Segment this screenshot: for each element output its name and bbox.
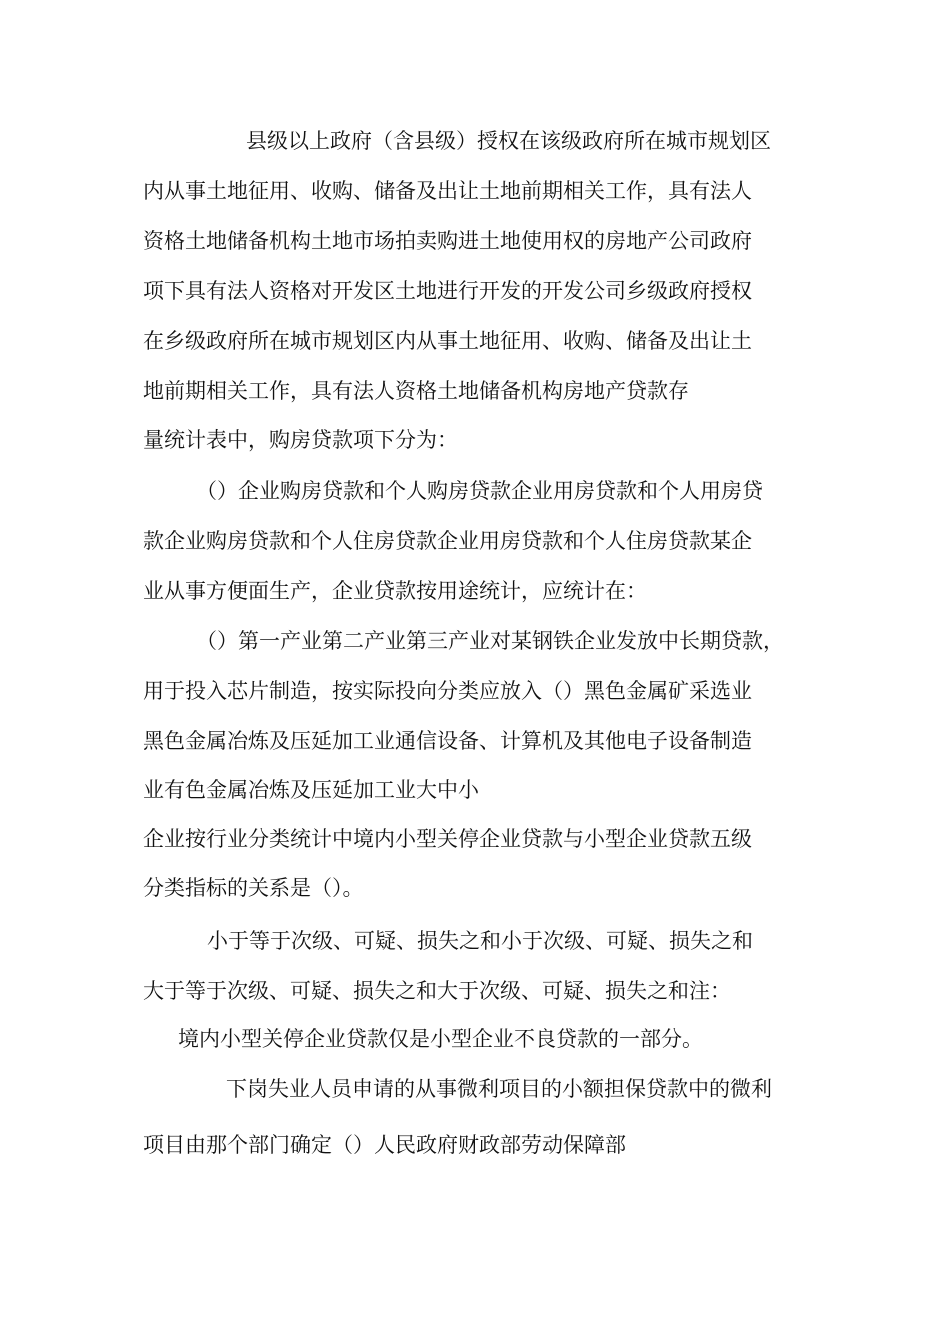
text-line: 业有色金属冶炼及压延加工业大中小 [143, 778, 479, 802]
text-line: 在乡级政府所在城市规划区内从事土地征用、收购、储备及出让土 [143, 329, 752, 353]
text-line: 业从事方便面生产，企业贷款按用途统计，应统计在： [143, 579, 647, 603]
text-line: （）第一产业第二产业第三产业对某钢铁企业发放中长期贷款， [196, 629, 784, 653]
text-line: 款企业购房贷款和个人住房贷款企业用房贷款和个人住房贷款某企 [143, 529, 752, 553]
text-line: 县级以上政府（含县级）授权在该级政府所在城市规划区 [246, 129, 771, 153]
text-line: 企业按行业分类统计中境内小型关停企业贷款与小型企业贷款五级 [143, 827, 752, 851]
text-line: 大于等于次级、可疑、损失之和大于次级、可疑、损失之和注： [143, 979, 731, 1003]
text-line: 境内小型关停企业贷款仅是小型企业不良贷款的一部分。 [178, 1027, 703, 1051]
text-line: 地前期相关工作，具有法人资格土地储备机构房地产贷款存 [143, 379, 689, 403]
text-line: 小于等于次级、可疑、损失之和小于次级、可疑、损失之和 [207, 929, 753, 953]
text-line: 内从事土地征用、收购、储备及出让土地前期相关工作，具有法人 [143, 179, 752, 203]
text-line: 黑色金属冶炼及压延加工业通信设备、计算机及其他电子设备制造 [143, 729, 752, 753]
text-line: 分类指标的关系是（）。 [143, 876, 364, 900]
text-line: 资格土地储备机构土地市场拍卖购进土地使用权的房地产公司政府 [143, 229, 752, 253]
text-line: 项目由那个部门确定（）人民政府财政部劳动保障部 [143, 1133, 626, 1157]
text-line: 项下具有法人资格对开发区土地进行开发的开发公司乡级政府授权 [143, 279, 752, 303]
text-line: 量统计表中，购房贷款项下分为： [143, 428, 458, 452]
text-line: 用于投入芯片制造，按实际投向分类应放入（）黑色金属矿采选业 [143, 679, 752, 703]
text-line: （）企业购房贷款和个人购房贷款企业用房贷款和个人用房贷 [196, 479, 763, 503]
text-line: 下岗失业人员申请的从事微利项目的小额担保贷款中的微利 [226, 1077, 772, 1101]
